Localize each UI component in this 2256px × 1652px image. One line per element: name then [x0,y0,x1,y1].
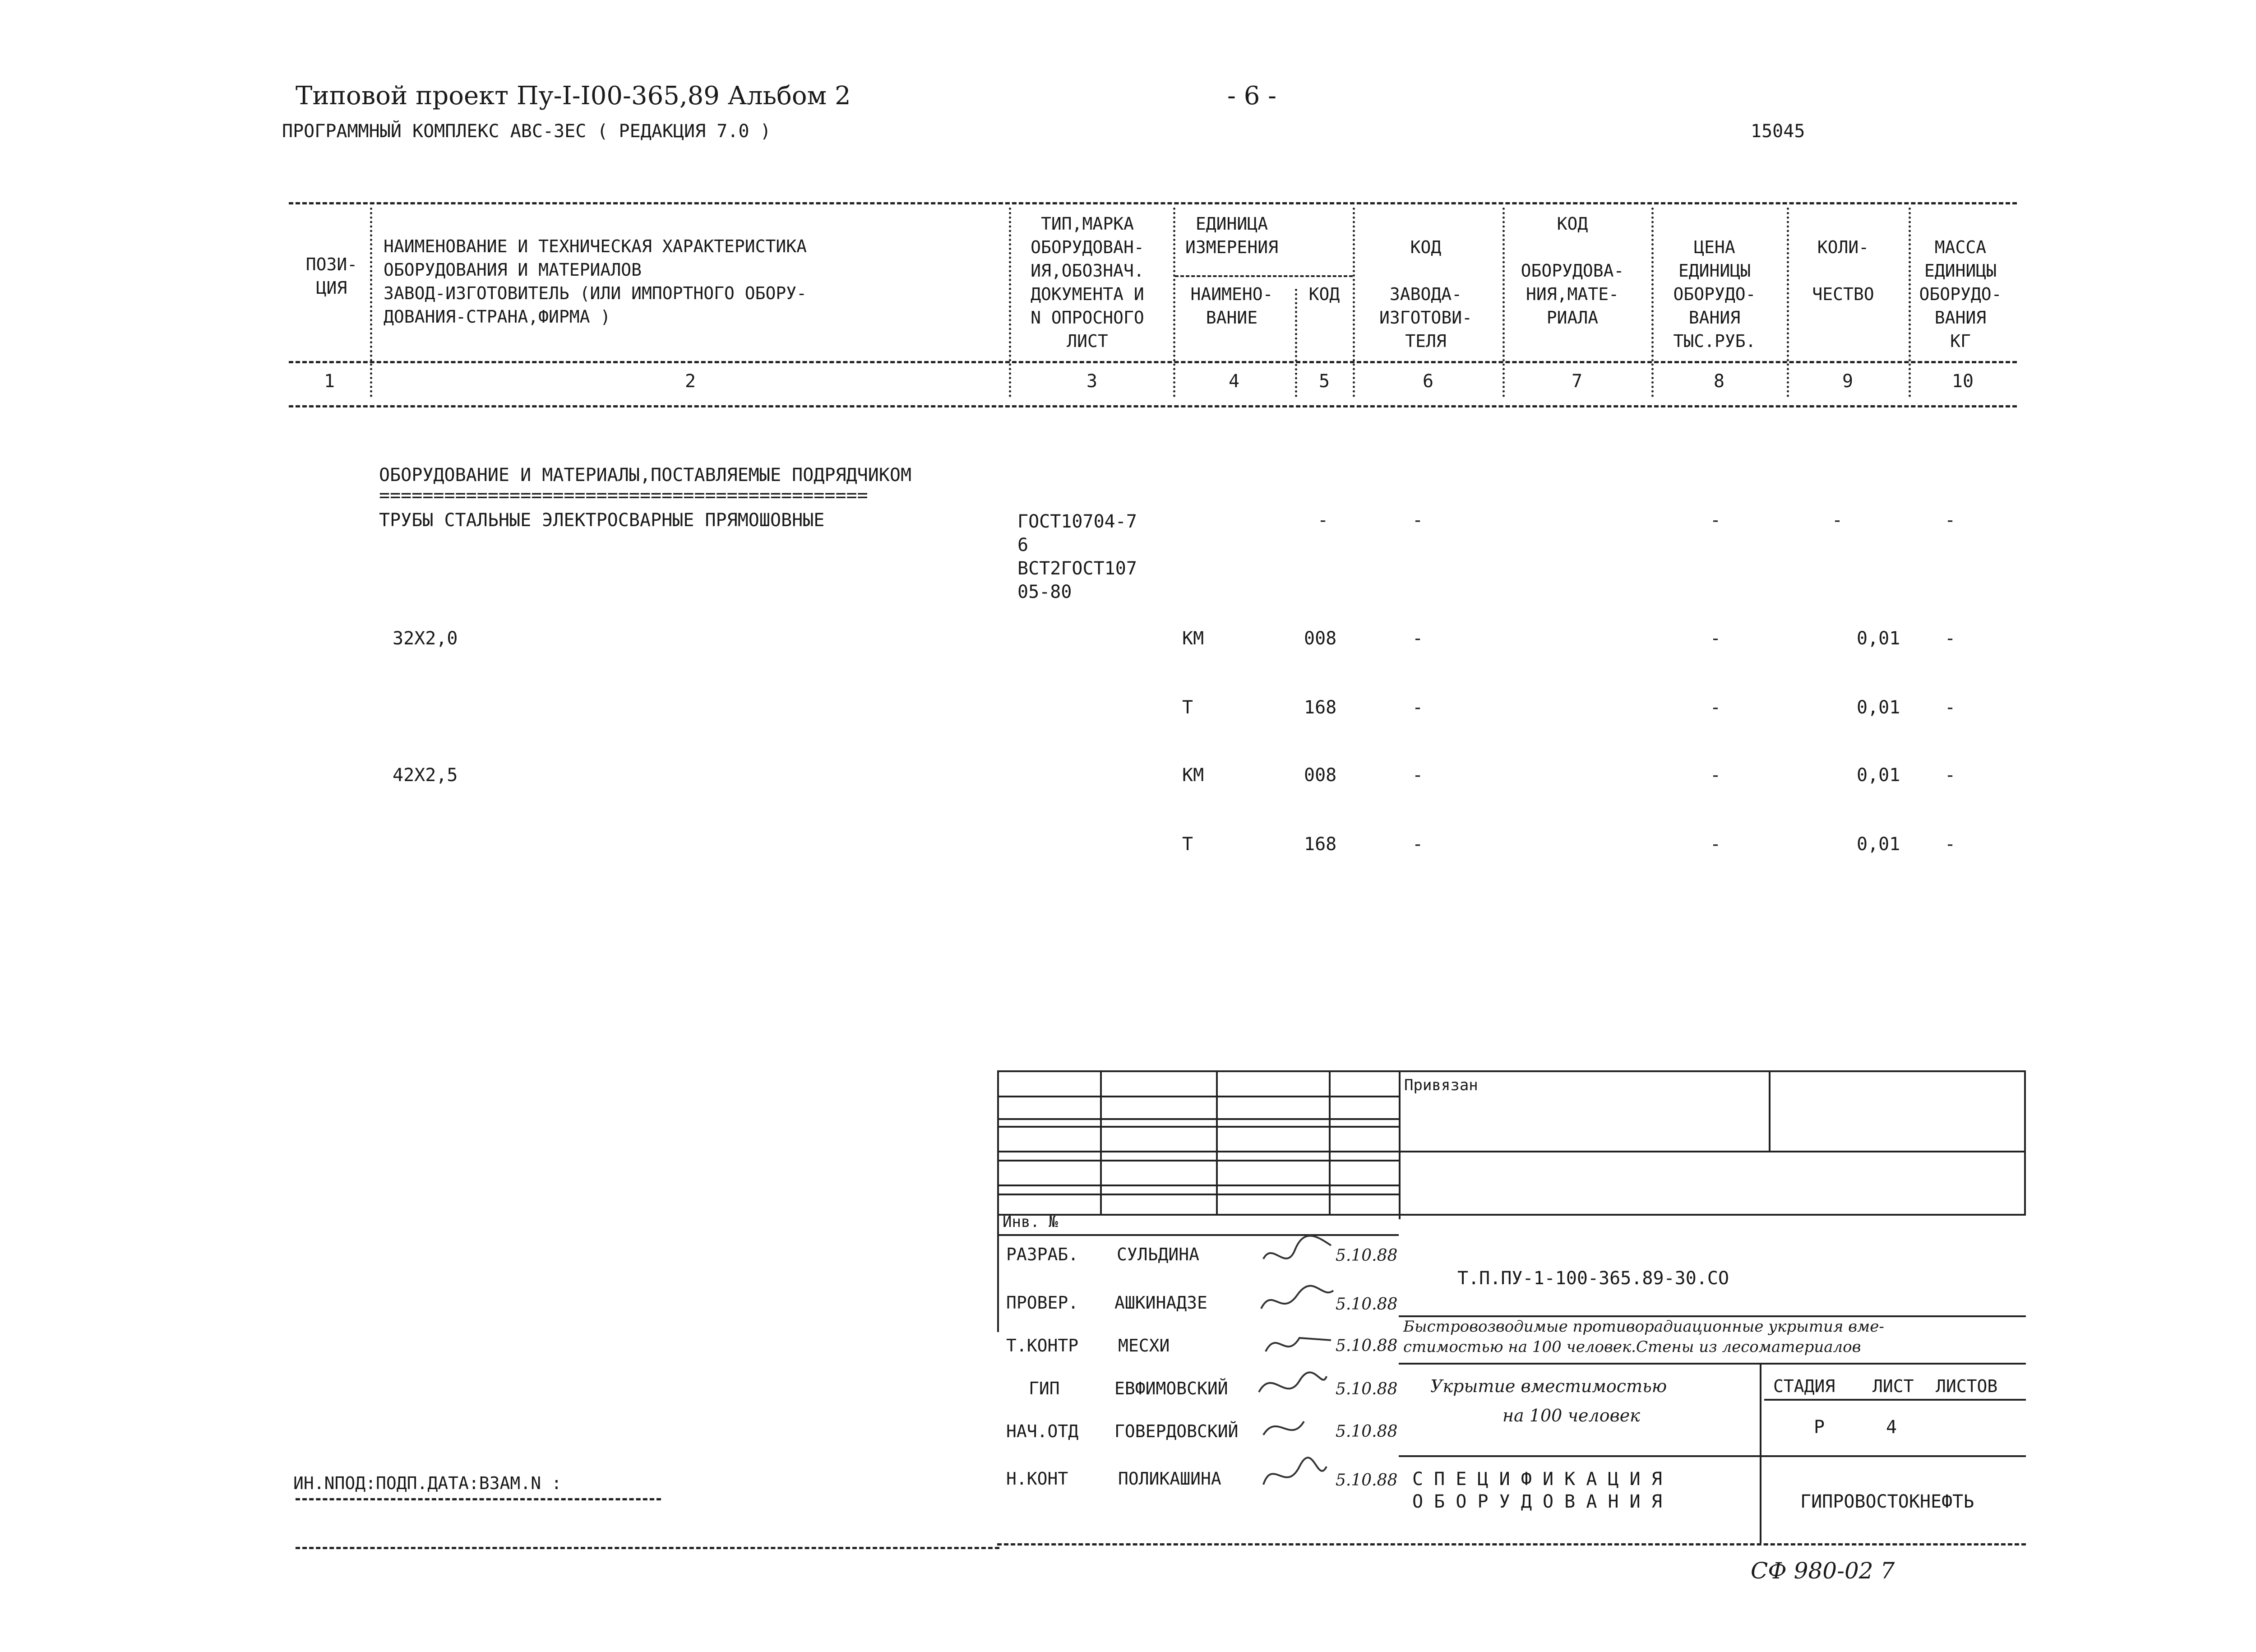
row-unit: Т [1182,697,1193,718]
project-title: Типовой проект Пу-I-I00-365,89 Альбом 2 [296,81,851,111]
row-maker-dash: - [1412,697,1424,718]
section-underline: ============================================= [379,485,868,506]
stamp-rule [1399,1070,1401,1219]
item-dash-quantity: - [1832,510,1843,531]
spec-title-line: О Б О Р У Д О В А Н И Я [1412,1491,1662,1512]
stamp-rule [997,1194,1399,1195]
column-number: 2 [684,371,696,392]
stamp-rule [1216,1070,1218,1215]
stamp-rule [997,1160,1399,1161]
separator [1651,208,1654,397]
doc-title-line: стимостью на 100 человек.Стены из лесоматериалов [1403,1338,1861,1356]
sign-date: 5.10.88 [1336,1295,1398,1314]
column-number: 10 [1951,371,1974,392]
column-header-quantity: КОЛИ- ЧЕСТВО [1812,237,1874,304]
signature-scribble [1263,1236,1331,1259]
role-label: Т.КОНТР [1006,1336,1079,1356]
column-number: 3 [1086,371,1098,392]
column-header-maker-code: КОД ЗАВОДА- ИЗГОТОВИ- ТЕЛЯ [1379,237,1472,351]
doc-title-line: Быстровозводимые противорадиационные укрытия вме- [1403,1318,1884,1336]
stamp-rule [1399,1455,2026,1457]
row-code: 168 [1304,834,1337,855]
column-number: 9 [1842,371,1854,392]
row-code: 168 [1304,697,1337,718]
person-name: ГОВЕРДОВСКИЙ [1114,1421,1239,1441]
column-header-unit-name: ЕДИНИЦА ИЗМЕРЕНИЯ НАИМЕНО- ВАНИЕ [1185,214,1278,328]
row-unit: Т [1182,834,1193,855]
sign-date: 5.10.88 [1336,1422,1398,1441]
spec-title-line: С П Е Ц И Ф И К А Ц И Я [1412,1469,1662,1490]
column-number: 4 [1228,371,1240,392]
sheet-title-line: на 100 человек [1502,1406,1640,1425]
separator [1502,208,1505,397]
unit-subrule [1175,275,1353,277]
row-unit: КМ [1182,765,1204,786]
person-name: СУЛЬДИНА [1117,1245,1200,1264]
row-price-dash: - [1710,834,1721,855]
signature-scribble [1263,1421,1304,1435]
item-name: ТРУБЫ СТАЛЬНЫЕ ЭЛЕКТРОСВАРНЫЕ ПРЯМОШОВНЫЕ [379,510,825,531]
stamp-rule [997,1185,1399,1186]
row-size: 32Х2,0 [393,628,458,649]
item-dash-mass: - [1945,510,1956,531]
person-name: ПОЛИКАШИНА [1118,1469,1221,1489]
row-maker-dash: - [1412,765,1424,786]
column-header-position: ПОЗИ- ЦИЯ [305,255,358,298]
stamp-rule [997,1096,1399,1097]
item-dash-price: - [1710,510,1721,531]
row-price-dash: - [1710,765,1721,786]
row-code: 008 [1304,765,1337,786]
type-line: 05-80 [1017,582,1072,602]
type-line: ВСТ2ГОСТ107 [1017,558,1137,579]
row-unit: КМ [1182,628,1204,649]
row-mass: - [1945,765,1956,786]
stamp-rule [1329,1070,1331,1215]
section-title: ОБОРУДОВАНИЕ И МАТЕРИАЛЫ,ПОСТАВЛЯЕМЫЕ ПОДРЯДЧИКОМ [379,465,912,486]
signature-scribble [1263,1458,1327,1485]
row-quantity: 0,01 [1857,697,1900,718]
column-number: 7 [1571,371,1583,392]
left-stamp-rule [296,1547,999,1549]
left-stamp-rule [296,1498,661,1500]
table-top-rule [289,202,2017,204]
role-label: НАЧ.ОТД [1006,1421,1079,1441]
stamp-rule [997,1118,1399,1120]
doc-code: Т.П.ПУ-1-100-365.89-30.СО [1457,1268,1729,1289]
sheet-value: 4 [1886,1417,1897,1438]
inventory-label: Инв. № [1003,1213,1058,1231]
sign-date: 5.10.88 [1336,1380,1398,1398]
column-header-name: НАИМЕНОВАНИЕ И ТЕХНИЧЕСКАЯ ХАРАКТЕРИСТИКА ОБОРУДОВАНИЯ И МАТЕРИАЛОВ ЗАВОД-ИЗГОТОВИТЕЛЬ (ИЛИ ИМПОРТНОГО ОБОРУ- ДОВАНИЯ-СТРАНА,ФИРМА ) [384,236,807,327]
row-maker-dash: - [1412,628,1424,649]
stamp-rule [2024,1070,2026,1215]
column-header-equipment-code: КОД ОБОРУДОВА- НИЯ,МАТЕ- РИАЛА [1521,214,1624,328]
separator [1909,208,1911,397]
type-line: 6 [1017,535,1029,555]
row-quantity: 0,01 [1857,628,1900,649]
role-label: ГИП [1029,1379,1060,1398]
stage-value: Р [1814,1417,1825,1438]
row-mass: - [1945,834,1956,855]
row-size: 42Х2,5 [393,765,458,786]
separator [1009,208,1011,397]
stamp-rule [997,1126,1399,1128]
separator [1173,208,1175,397]
sheet-title-line: Укрытие вместимостью [1430,1376,1667,1396]
stamp-bottom-rule [997,1543,2026,1546]
person-name: АШКИНАДЗЕ [1114,1293,1207,1313]
column-number: 5 [1318,371,1330,392]
left-stamp-label: ИН.NПОД:ПОДП.ДАТА:ВЗАМ.N : [293,1473,562,1493]
type-line: ГОСТ10704-7 [1017,511,1137,532]
stamp-rule [1399,1363,2026,1365]
signature-marks [1254,1232,1345,1512]
role-label: Н.КОНТ [1006,1469,1068,1489]
signature-scribble [1266,1338,1331,1351]
stamp-rule [1769,1070,1771,1152]
program-line: ПРОГРАММНЫЙ КОМПЛЕКС АВС-3ЕС ( РЕДАКЦИЯ 7.0 ) [282,121,771,142]
sign-date: 5.10.88 [1336,1471,1398,1490]
row-quantity: 0,01 [1857,765,1900,786]
privyazan-label: Привязан [1404,1076,1478,1094]
stamp-rule [1399,1315,2026,1317]
sign-date: 5.10.88 [1336,1337,1398,1355]
item-type [1017,510,1137,604]
column-header-price: ЦЕНА ЕДИНИЦЫ ОБОРУДО- ВАНИЯ ТЫС.РУБ. [1673,237,1756,351]
stamp-rule [997,1214,2026,1216]
stamp-rule [997,1070,999,1332]
separator [1353,208,1355,397]
stamp-rule [997,1070,2026,1072]
row-mass: - [1945,697,1956,718]
person-name: МЕСХИ [1118,1336,1170,1356]
row-mass: - [1945,628,1956,649]
stamp-rule [1764,1399,2026,1401]
role-label: РАЗРАБ. [1006,1245,1079,1264]
column-number: 6 [1422,371,1434,392]
row-quantity: 0,01 [1857,834,1900,855]
organization-name: ГИПРОВОСТОКНЕФТЬ [1800,1491,1974,1512]
item-dash-unit-code: - [1318,510,1329,531]
row-code: 008 [1304,628,1337,649]
row-maker-dash: - [1412,834,1424,855]
item-dash-maker: - [1412,510,1424,531]
stamp-rule [1760,1363,1761,1543]
sheet-label: ЛИСТ [1872,1376,1914,1396]
column-header-type: ТИП,МАРКА ОБОРУДОВАН- ИЯ,ОБОЗНАЧ. ДОКУМЕНТА И N ОПРОСНОГО ЛИСТ [1031,214,1144,351]
row-price-dash: - [1710,697,1721,718]
column-header-mass: МАССА ЕДИНИЦЫ ОБОРУДО- ВАНИЯ КГ [1919,237,2002,351]
column-number: 8 [1713,371,1725,392]
footer-note: СФ 980-02 7 [1751,1558,1895,1584]
sign-date: 5.10.88 [1336,1246,1398,1265]
role-label: ПРОВЕР. [1006,1293,1079,1313]
separator [1787,208,1789,397]
stamp-rule [1100,1070,1102,1215]
document-code: 15045 [1751,121,1805,142]
sheets-label: ЛИСТОВ [1936,1376,1998,1396]
column-number: 1 [324,371,335,392]
stamp-rule [997,1151,2026,1152]
page-number: - 6 - [1227,81,1277,111]
person-name: ЕВФИМОВСКИЙ [1114,1379,1228,1398]
numbers-bottom-rule [289,405,2017,407]
row-price-dash: - [1710,628,1721,649]
column-header-unit-code: КОД [1308,284,1340,304]
signature-scribble [1261,1286,1333,1309]
stage-label: СТАДИЯ [1773,1376,1835,1396]
signature-scribble [1259,1372,1327,1392]
separator [370,208,372,397]
header-bottom-rule [289,361,2017,363]
